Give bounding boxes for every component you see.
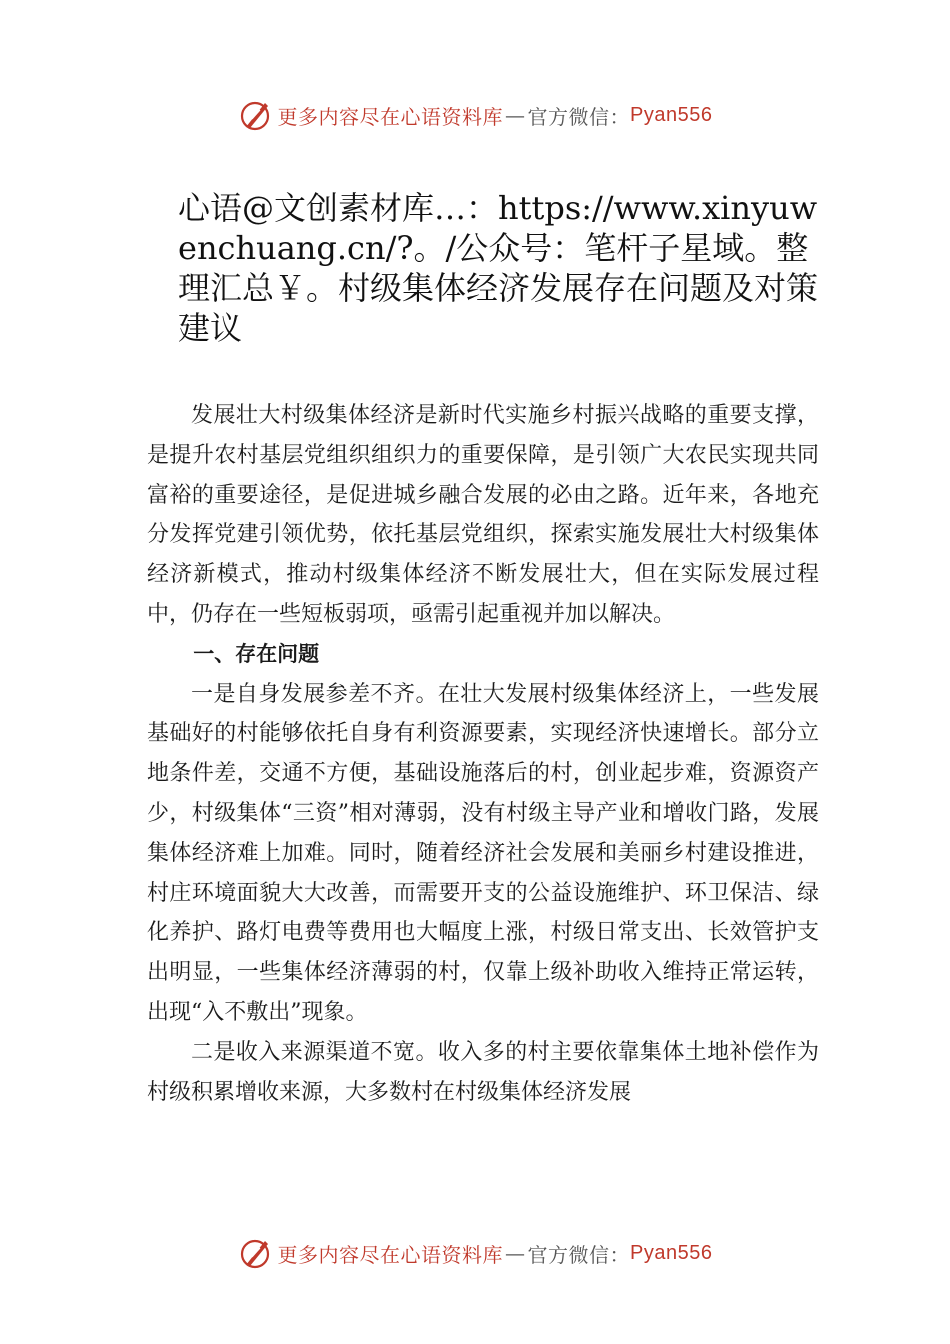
banner-wechat-id: Pyan556 xyxy=(630,103,713,126)
banner-wechat-label: 官方微信： xyxy=(527,1242,631,1267)
footer-banner xyxy=(0,1233,950,1273)
banner-wechat-id: Pyan556 xyxy=(630,1241,713,1264)
header-banner xyxy=(0,95,950,135)
banner-red-text: 更多内容尽在心语资料库 xyxy=(277,1242,504,1267)
paragraph-problem-2: 二是收入来源渠道不宽。收入多的村主要依靠集体土地补偿作为村级积累增收来源，大多数村在村级集体经济发展 xyxy=(147,1039,819,1105)
paragraph-intro: 发展壮大村级集体经济是新时代实施乡村振兴战略的重要支撑，是提升农村基层党组织组织力的重要保障，是引领广大农民实现共同富裕的重要途径，是促进城乡融合发展的必由之路。近年来，各地充分发挥党建引领优势，依托基层党组织，探索实施发展壮大村级集体经济新模式，推动村级集体经济不断发展壮大，但在实际发展过程中，仍存在一些短板弱项，亟需引起重视并加以解决。 xyxy=(147,403,819,627)
quill-circle-icon xyxy=(238,97,274,133)
quill-circle-icon xyxy=(238,1235,274,1271)
banner-red-text: 更多内容尽在心语资料库 xyxy=(277,104,504,129)
banner-dash: — xyxy=(505,103,526,127)
section-heading: 一、存在问题 xyxy=(193,641,320,666)
banner-wechat-label: 官方微信： xyxy=(527,104,631,129)
document-body xyxy=(147,396,819,1112)
document-title: 心语@文创素材库…：https://www.xinyuwenchuang.cn/?。/公众号：笔杆子星域。整理汇总￥。村级集体经济发展存在问题及对策建议 xyxy=(178,189,819,347)
paragraph-problem-1: 一是自身发展参差不齐。在壮大发展村级集体经济上，一些发展基础好的村能够依托自身有利资源要素，实现经济快速增长。部分立地条件差，交通不方便，基础设施落后的村，创业起步难，资源资产少，村级集体“三资”相对薄弱，没有村级主导产业和增收门路，发展集体经济难上加难。同时，随着经济社会发展和美丽乡村建设推进，村庄环境面貌大大改善，而需要开支的公益设施维护、环卫保洁、绿化养护、路灯电费等费用也大幅度上涨，村级日常支出、长效管护支出明显，一些集体经济薄弱的村，仅靠上级补助收入维持正常运转，出现“入不敷出”现象。 xyxy=(147,681,819,1025)
banner-dash: — xyxy=(505,1241,526,1265)
